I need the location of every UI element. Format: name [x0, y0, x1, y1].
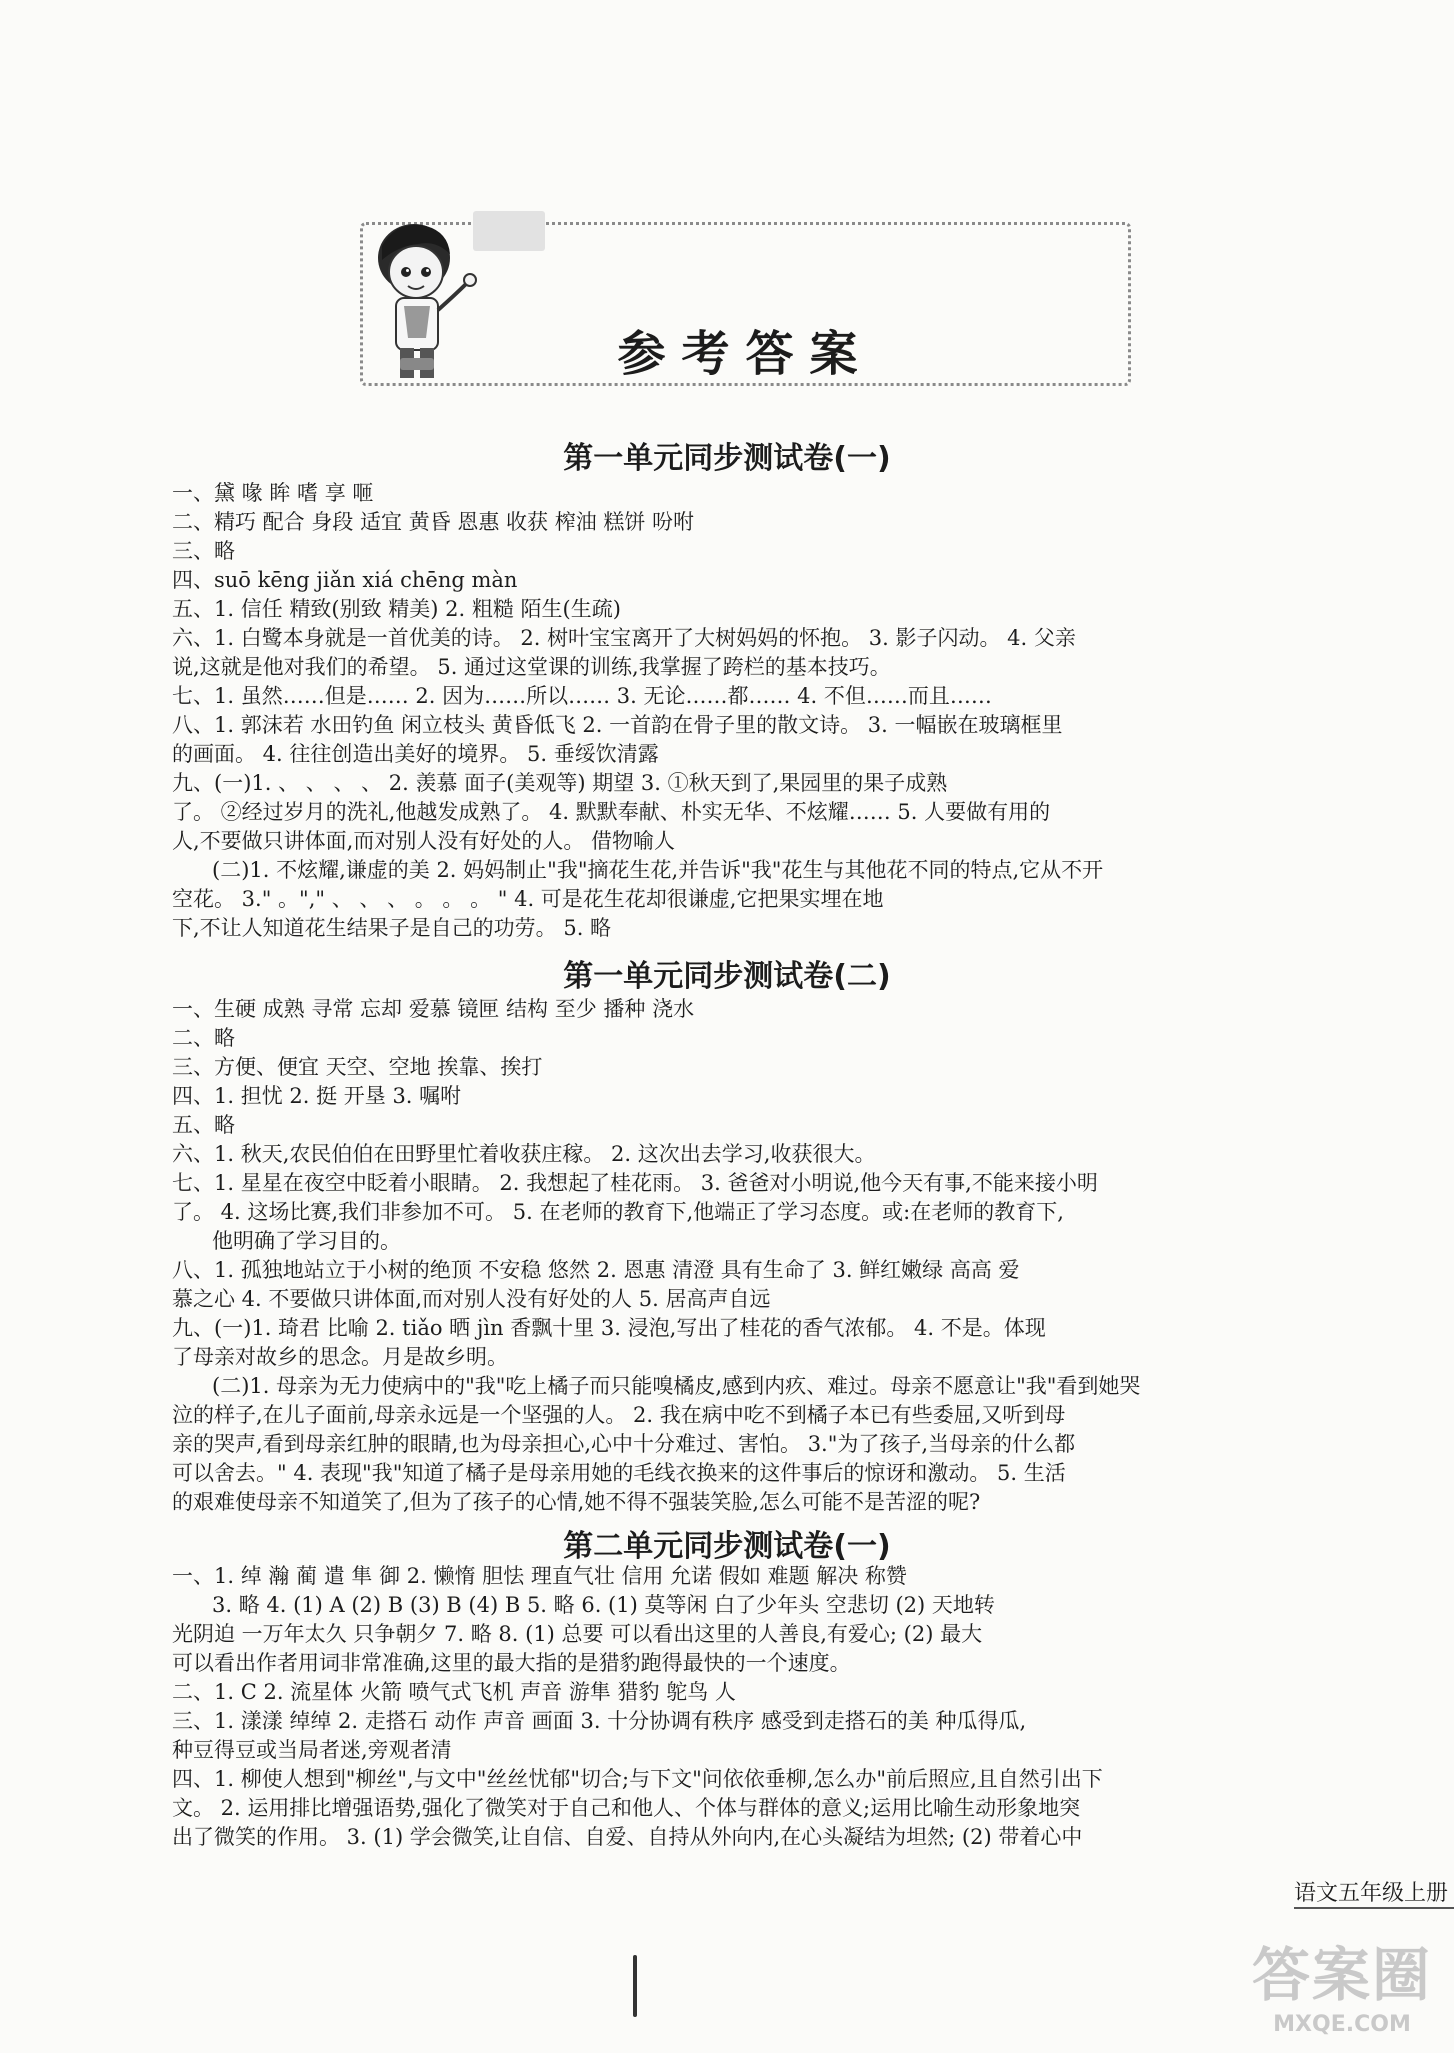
- page-title: 参考答案: [617, 326, 874, 382]
- answer-line: 二、精巧 配合 身段 适宜 黄昏 恩惠 收获 榨油 糕饼 吩咐: [172, 510, 695, 534]
- answer-line: 的画面。 4. 往往创造出美好的境界。 5. 垂绥饮清露: [172, 742, 659, 766]
- answer-line: 三、方便、便宜 天空、空地 挨靠、挨打: [172, 1055, 543, 1079]
- answer-line: 四、suō kēng jiǎn xiá chēng màn: [172, 568, 518, 592]
- answer-line: 的艰难使母亲不知道笑了,但为了孩子的心情,她不得不强装笑脸,怎么可能不是苦涩的呢?: [172, 1490, 981, 1514]
- footer-book-label: 语文五年级上册: [1294, 1876, 1454, 1909]
- watermark-title: 答案圈: [1251, 1941, 1432, 2009]
- watermark: [1242, 1939, 1442, 2047]
- answer-line: 六、1. 秋天,农民伯伯在田野里忙着收获庄稼。 2. 这次出去学习,收获很大。: [172, 1142, 876, 1166]
- answer-line: 八、1. 孤独地站立于小树的绝顶 不安稳 悠然 2. 恩惠 清澄 具有生命了 3. 鲜红嫩绿 高高 爱: [172, 1258, 1020, 1282]
- answer-line: 三、1. 漾漾 绰绰 2. 走搭石 动作 声音 画面 3. 十分协调有秩序 感受到走搭石的美 种瓜得瓜,: [172, 1709, 1027, 1733]
- answer-line: 三、略: [172, 539, 235, 563]
- answer-line: 慕之心 4. 不要做只讲体面,而对别人没有好处的人 5. 居高声自远: [172, 1287, 771, 1311]
- answer-line: 六、1. 白鹭本身就是一首优美的诗。 2. 树叶宝宝离开了大树妈妈的怀抱。 3. 影子闪动。 4. 父亲: [172, 626, 1076, 650]
- mascot-illustration: [356, 210, 488, 390]
- answer-line: 说,这就是他对我们的希望。 5. 通过这堂课的训练,我掌握了跨栏的基本技巧。: [172, 655, 891, 679]
- answer-line: 亲的哭声,看到母亲红肿的眼睛,也为母亲担心,心中十分难过、害怕。 3."为了孩子,当母亲的什么都: [172, 1432, 1076, 1456]
- answer-line: 出了微笑的作用。 3. (1) 学会微笑,让自信、自爱、自持从外向内,在心头凝结为坦然; (2) 带着心中: [172, 1825, 1083, 1849]
- answer-line: 一、生硬 成熟 寻常 忘却 爱慕 镜匣 结构 至少 播种 浇水: [172, 997, 695, 1021]
- watermark-url: MXQE.COM: [1273, 2012, 1411, 2037]
- answer-line: 了母亲对故乡的思念。月是故乡明。: [172, 1345, 508, 1369]
- answer-line: 四、1. 担忧 2. 挺 开垦 3. 嘱咐: [172, 1084, 462, 1108]
- answer-line: 下,不让人知道花生结果子是自己的功劳。 5. 略: [172, 916, 612, 940]
- answer-line: 二、1. C 2. 流星体 火箭 喷气式飞机 声音 游隼 猎豹 鸵鸟 人: [172, 1680, 736, 1704]
- answer-line: 二、略: [172, 1026, 235, 1050]
- answer-line: 泣的样子,在儿子面前,母亲永远是一个坚强的人。 2. 我在病中吃不到橘子本已有些委屈,又听到母: [172, 1403, 1066, 1427]
- answer-line: 五、1. 信任 精致(别致 精美) 2. 粗糙 陌生(生疏): [172, 597, 621, 621]
- answer-line: 他明确了学习目的。: [212, 1229, 401, 1253]
- section-title-unit1-test2: 第一单元同步测试卷(二): [563, 959, 891, 994]
- answer-line: 可以舍去。" 4. 表现"我"知道了橘子是母亲用她的毛线衣换来的这件事后的惊讶和激动。 5. 生活: [172, 1461, 1066, 1485]
- answer-line: 五、略: [172, 1113, 235, 1137]
- answer-line: 种豆得豆或当局者迷,旁观者清: [172, 1738, 452, 1762]
- answer-line: 一、黛 喙 眸 嗜 享 咂: [172, 481, 374, 505]
- answer-line: 文。 2. 运用排比增强语势,强化了微笑对于自己和他人、个体与群体的意义;运用比喻生动形象地突: [172, 1796, 1081, 1820]
- section-title-unit2-test1: 第二单元同步测试卷(一): [563, 1529, 891, 1564]
- page-mark: [633, 1955, 637, 2017]
- answer-line: 可以看出作者用词非常准确,这里的最大指的是猎豹跑得最快的一个速度。: [172, 1651, 851, 1675]
- answer-line: 九、(一)1. 琦君 比喻 2. tiǎo 晒 jìn 香飘十里 3. 浸泡,写出了桂花的香气浓郁。 4. 不是。体现: [172, 1316, 1046, 1340]
- answer-line: 光阴迫 一万年太久 只争朝夕 7. 略 8. (1) 总要 可以看出这里的人善良,有爱心; (2) 最大: [172, 1622, 983, 1646]
- answer-line: 八、1. 郭沫若 水田钓鱼 闲立枝头 黄昏低飞 2. 一首韵在骨子里的散文诗。 3. 一幅嵌在玻璃框里: [172, 713, 1063, 737]
- answer-line: 四、1. 柳使人想到"柳丝",与文中"丝丝忧郁"切合;与下文"问依依垂柳,怎么办"前后照应,且自然引出下: [172, 1767, 1103, 1791]
- answer-line: 一、1. 绰 瀚 蔺 遣 隼 御 2. 懒惰 胆怯 理直气壮 信用 允诺 假如 难题 解决 称赞: [172, 1564, 907, 1588]
- answer-line: 人,不要做只讲体面,而对别人没有好处的人。 借物喻人: [172, 829, 676, 853]
- answer-line: 九、(一)1. 、 、 、 、 2. 羡慕 面子(美观等) 期望 3. ①秋天到了,果园里的果子成熟: [172, 771, 948, 795]
- answer-line: 七、1. 虽然……但是…… 2. 因为……所以…… 3. 无论……都…… 4. 不但……而且……: [172, 684, 992, 708]
- section-title-unit1-test1: 第一单元同步测试卷(一): [563, 441, 891, 476]
- answer-line: 3. 略 4. (1) A (2) B (3) B (4) B 5. 略 6. (1) 莫等闲 白了少年头 空悲切 (2) 天地转: [212, 1593, 995, 1617]
- answer-line: (二)1. 不炫耀,谦虚的美 2. 妈妈制止"我"摘花生花,并告诉"我"花生与其他花不同的特点,它从不开: [212, 858, 1104, 882]
- answer-line: 空花。 3." 。"," 、 、 、 。 。 。 " 4. 可是花生花却很谦虚,它把果实埋在地: [172, 887, 884, 911]
- answer-line: (二)1. 母亲为无力使病中的"我"吃上橘子而只能嗅橘皮,感到内疚、难过。母亲不愿意让"我"看到她哭: [212, 1374, 1141, 1398]
- answer-line: 了。 4. 这场比赛,我们非参加不可。 5. 在老师的教育下,他端正了学习态度。或:在老师的教育下,: [172, 1200, 1064, 1224]
- answer-line: 了。 ②经过岁月的洗礼,他越发成熟了。 4. 默默奉献、朴实无华、不炫耀…… 5. 人要做有用的: [172, 800, 1051, 824]
- answer-line: 七、1. 星星在夜空中眨着小眼睛。 2. 我想起了桂花雨。 3. 爸爸对小明说,他今天有事,不能来接小明: [172, 1171, 1098, 1195]
